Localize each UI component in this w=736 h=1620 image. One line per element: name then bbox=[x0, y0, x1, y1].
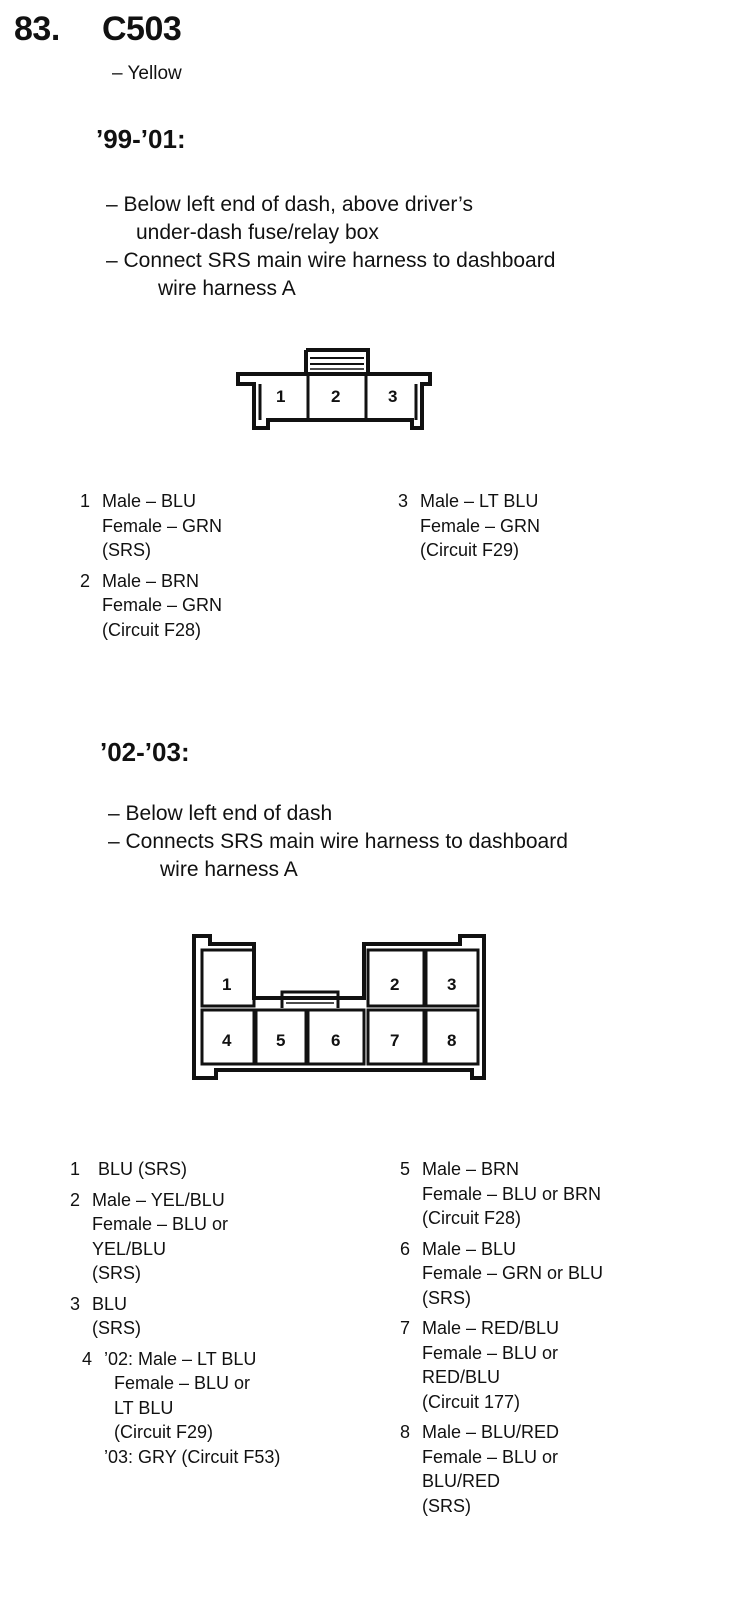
connector-code: C503 bbox=[102, 10, 182, 48]
section1-pins-right bbox=[398, 489, 540, 569]
pin-label-2: 2 bbox=[390, 975, 400, 994]
pin-label-5: 5 bbox=[276, 1031, 286, 1050]
section1-pins-left bbox=[80, 489, 222, 648]
section-title-02-03: ’02-’03: bbox=[100, 737, 190, 767]
pin-label-6: 6 bbox=[331, 1031, 341, 1050]
pin-label-2: 2 bbox=[331, 387, 341, 406]
pin-label-1: 1 bbox=[222, 975, 232, 994]
pin-entry: 8 Male – BLU/RED Female – BLU or BLU/RED (SRS) bbox=[400, 1422, 560, 1516]
pin-entry: 1 BLU (SRS) bbox=[70, 1159, 188, 1179]
pin-entry: 3 Male – LT BLU Female – GRN (Circuit F29) bbox=[398, 491, 541, 560]
pin-entry: 3 BLU (SRS) bbox=[70, 1293, 141, 1338]
pin-label-4: 4 bbox=[222, 1031, 232, 1050]
connector-color: – Yellow bbox=[112, 63, 182, 84]
section1-bullet-1: – Below left end of dash, above driver’s under-dash fuse/relay box bbox=[106, 193, 473, 244]
pin-label-7: 7 bbox=[390, 1031, 400, 1050]
connector-diagram-3pin bbox=[230, 344, 440, 436]
pin-entry: 2 Male – YEL/BLU Female – BLU or YEL/BLU (SRS) bbox=[70, 1189, 229, 1283]
section2-description bbox=[108, 800, 568, 884]
pin-label-8: 8 bbox=[447, 1031, 457, 1050]
section2-bullet-2: – Connects SRS main wire harness to dashboard wire harness A bbox=[108, 830, 568, 881]
section1-description bbox=[106, 191, 555, 303]
pin-entry: 5 Male – BRN Female – BLU or BRN (Circuit F28) bbox=[400, 1159, 602, 1228]
connector-diagram-8pin bbox=[188, 930, 494, 1090]
section2-pins-right bbox=[400, 1157, 603, 1524]
section1-bullet-2: – Connect SRS main wire harness to dashboard wire harness A bbox=[106, 249, 556, 300]
pin-label-3: 3 bbox=[388, 387, 398, 406]
pin-entry: 6 Male – BLU Female – GRN or BLU (SRS) bbox=[400, 1238, 604, 1308]
pin-label-1: 1 bbox=[276, 387, 286, 406]
pin-entry: 1 Male – BLU Female – GRN (SRS) bbox=[80, 491, 223, 560]
pin-entry: 2 Male – BRN Female – GRN (Circuit F28) bbox=[80, 570, 223, 640]
item-number: 83. bbox=[14, 10, 60, 48]
section2-pins-left bbox=[70, 1157, 280, 1475]
pin-entry: 4 ’02: Male – LT BLU Female – BLU or LT BLU (Circuit F29) ’03: GRY (Circuit F53) bbox=[82, 1348, 281, 1467]
pin-label-3: 3 bbox=[447, 975, 457, 994]
section2-bullet-1: – Below left end of dash bbox=[108, 802, 333, 825]
section-title-99-01: ’99-’01: bbox=[96, 124, 186, 154]
pin-entry: 7 Male – RED/BLU Female – BLU or RED/BLU (Circuit 177) bbox=[400, 1318, 560, 1412]
